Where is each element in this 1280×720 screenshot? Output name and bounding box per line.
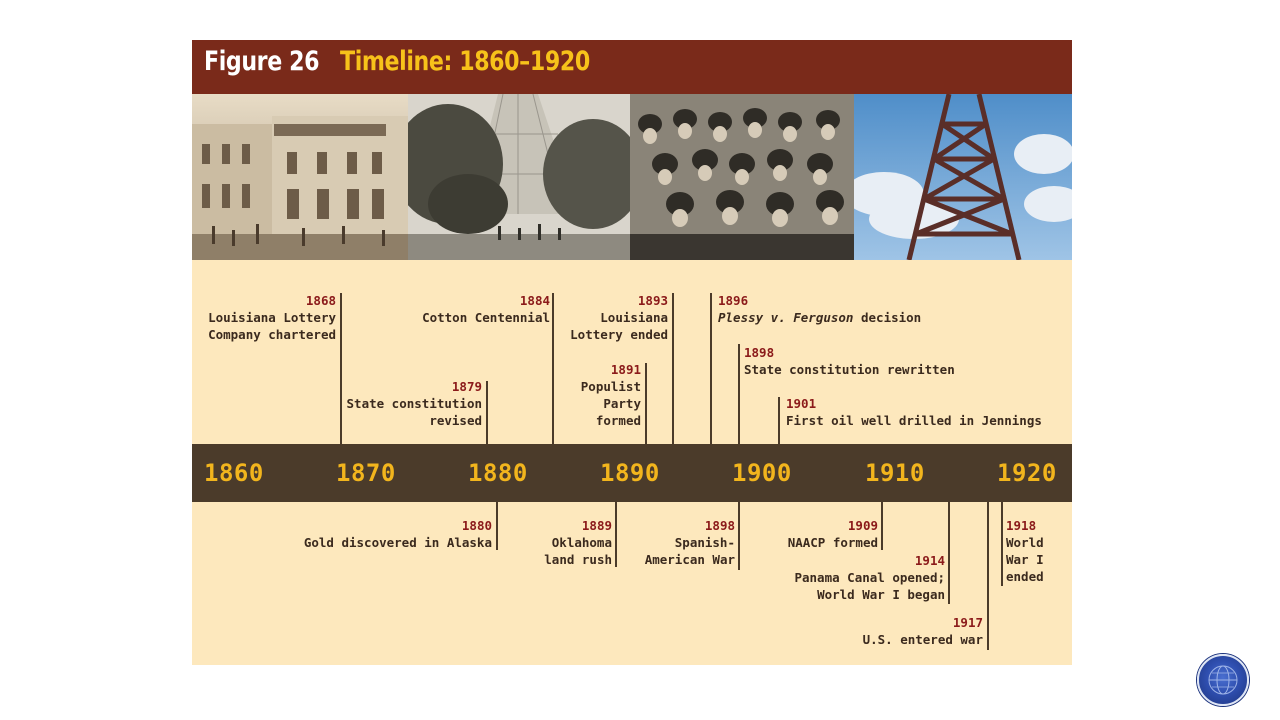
globe-icon-graphic (1199, 656, 1247, 704)
event-tick-1918 (1001, 502, 1003, 586)
event-1914 (794, 552, 945, 603)
event-1880 (304, 517, 492, 551)
event-text: Spanish- American War (644, 535, 735, 567)
event-text: Gold discovered in Alaska (303, 535, 492, 550)
event-1889 (544, 517, 612, 568)
event-tick-1891 (645, 363, 647, 444)
event-year: 1893 (637, 293, 668, 308)
event-year: 1896 (718, 293, 749, 308)
event-1918 (1006, 517, 1044, 585)
event-text: Oklahoma land rush (544, 535, 612, 567)
event-tick-1898-above (738, 344, 740, 444)
event-1898-above (744, 344, 955, 378)
axis-year-1900: 1900 (732, 459, 792, 487)
event-text: Cotton Centennial (422, 310, 550, 325)
event-1884 (422, 292, 550, 326)
figure-label: Figure 26 (204, 46, 320, 77)
event-tick-1884 (552, 293, 554, 444)
event-1868 (208, 292, 336, 343)
event-text: State constitution revised (346, 396, 482, 428)
event-text: State constitution rewritten (744, 362, 955, 377)
event-1898-below (645, 517, 735, 568)
figure-header (192, 40, 1072, 94)
event-year: 1898 (704, 518, 735, 533)
cotton-centennial-photo (408, 94, 630, 260)
event-year: 1901 (786, 396, 817, 411)
event-text: Louisiana Lottery Company chartered (208, 310, 336, 342)
oil-derrick-photo (854, 94, 1072, 260)
event-tick-1889 (615, 502, 617, 567)
event-text (718, 309, 921, 326)
event-tick-1909 (881, 502, 883, 550)
event-tick-1868 (340, 293, 342, 444)
event-year: 1898 (744, 345, 775, 360)
event-tick-1893 (672, 293, 674, 444)
timeline-figure (192, 40, 1072, 665)
event-tick-1879 (486, 381, 488, 444)
event-tick-1896 (710, 293, 712, 444)
event-tick-1898-below (738, 502, 740, 570)
event-text: NAACP formed (787, 535, 878, 550)
event-tick-1880 (496, 502, 498, 550)
axis-year-1880: 1880 (468, 459, 528, 487)
event-text-italic: Plessy v. Ferguson (718, 310, 854, 325)
event-year: 1880 (461, 518, 492, 533)
lottery-building-photo (192, 94, 408, 260)
event-text: World War I ended (1006, 535, 1044, 584)
globe-icon[interactable] (1197, 654, 1249, 706)
event-text: Louisiana Lottery ended (570, 310, 668, 342)
event-year: 1889 (581, 518, 612, 533)
soldiers-group-photo (630, 94, 854, 260)
event-year: 1868 (305, 293, 336, 308)
event-year: 1918 (1006, 518, 1037, 533)
axis-year-1920: 1920 (997, 459, 1057, 487)
photo-strip (192, 94, 1072, 260)
event-1879 (347, 378, 482, 429)
event-year: 1891 (610, 362, 641, 377)
event-tick-1917 (987, 502, 989, 650)
event-1909 (788, 517, 878, 551)
event-year: 1909 (847, 518, 878, 533)
event-1901 (786, 395, 1042, 429)
event-year: 1914 (914, 553, 945, 568)
event-year: 1917 (952, 615, 983, 630)
event-text: First oil well drilled in Jennings (786, 413, 1042, 428)
event-1917 (863, 614, 983, 648)
event-tick-1901 (778, 397, 780, 444)
event-year: 1879 (451, 379, 482, 394)
figure-title: Timeline: 1860–1920 (340, 46, 590, 77)
axis-year-1860: 1860 (204, 459, 264, 487)
event-text: Populist Party formed (580, 379, 641, 428)
event-tick-1914 (948, 502, 950, 604)
event-1891 (581, 361, 641, 429)
event-text: Panama Canal opened; World War I began (794, 570, 945, 602)
event-year: 1884 (519, 293, 550, 308)
axis-year-1870: 1870 (336, 459, 396, 487)
axis-year-1890: 1890 (600, 459, 660, 487)
event-text: U.S. entered war (862, 632, 983, 647)
event-1893 (570, 292, 668, 343)
event-text-rest: decision (853, 310, 922, 325)
event-1896 (718, 292, 921, 326)
axis-year-1910: 1910 (865, 459, 925, 487)
